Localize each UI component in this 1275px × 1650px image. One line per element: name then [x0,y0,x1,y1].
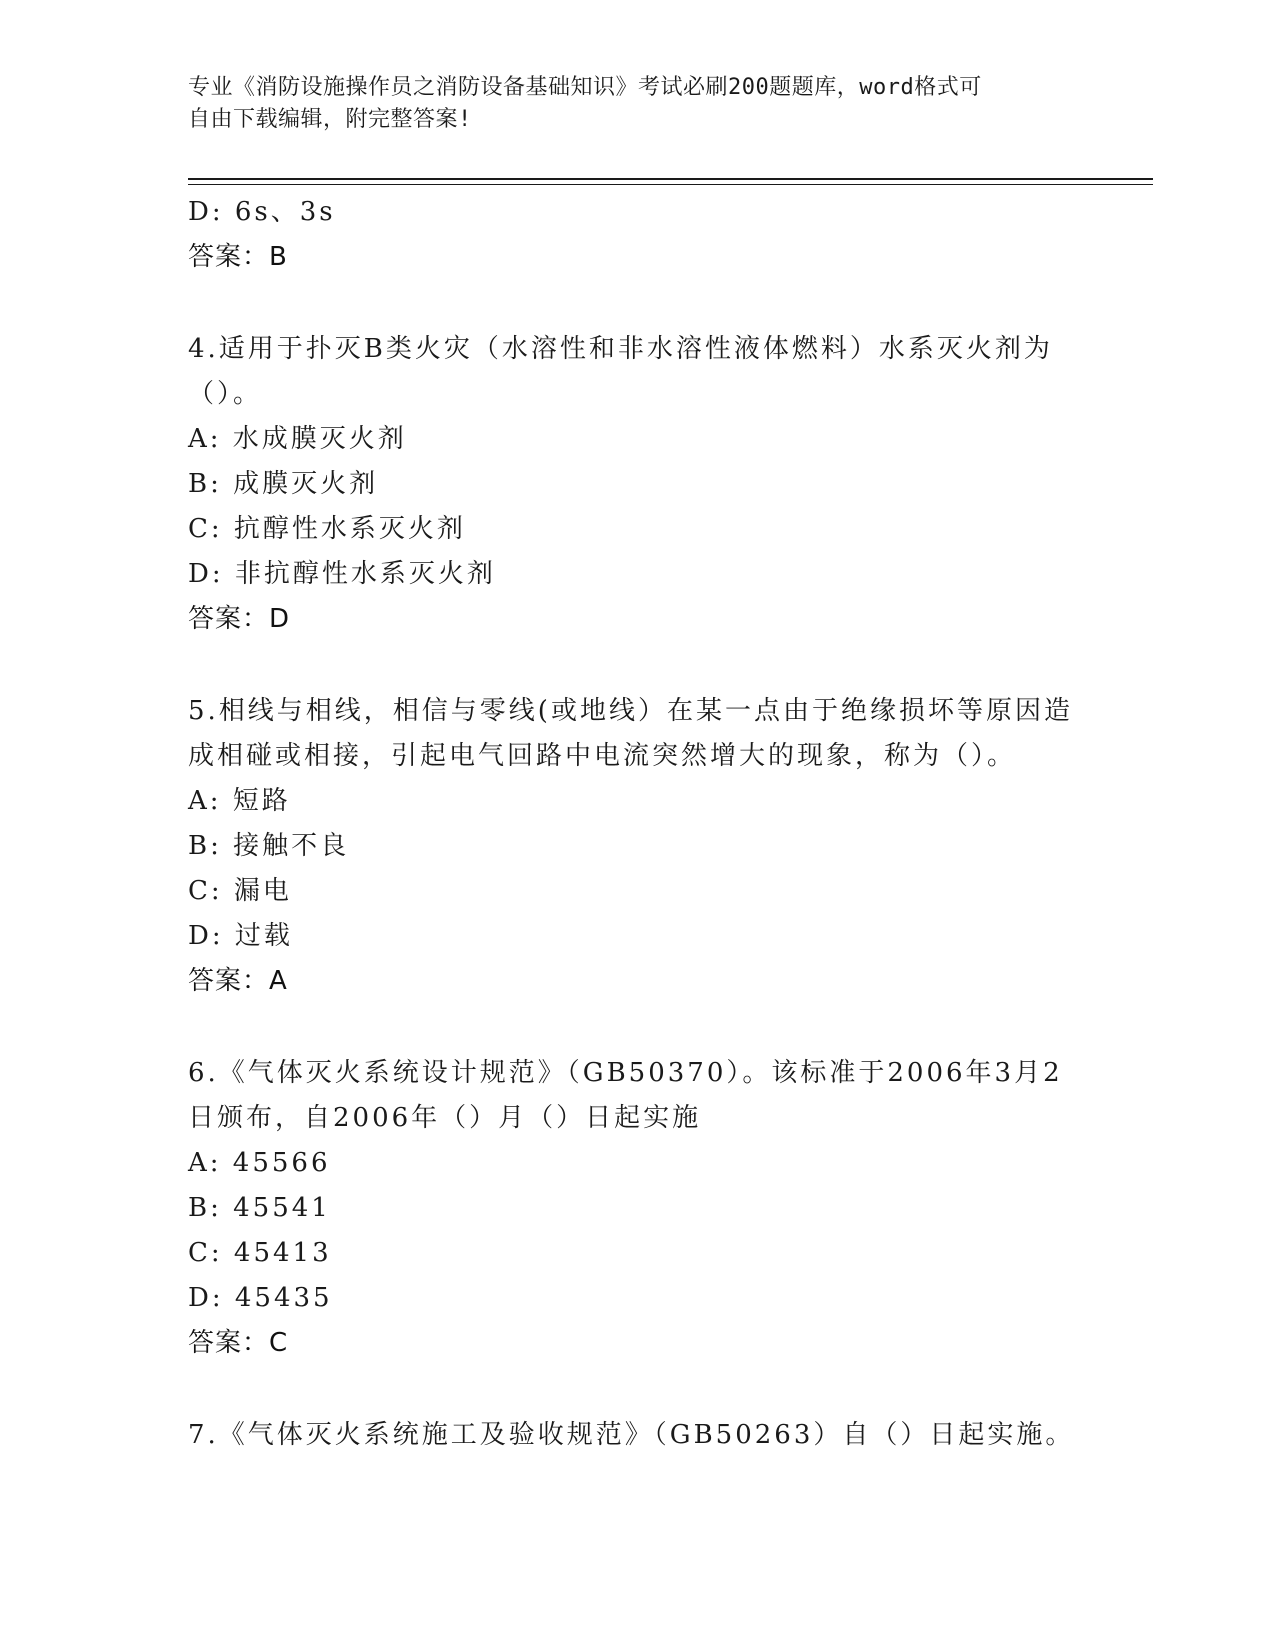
question-4 [188,327,1088,642]
option-b: B: 成膜灭火剂 [188,469,379,499]
answer-line: 答案：B [188,242,288,272]
answer-line: 答案：C [188,1328,289,1358]
answer-line: 答案：D [188,604,291,634]
option-c: C: 漏电 [188,876,292,906]
option-d: D: 45435 [188,1283,333,1313]
option-d: D: 非抗醇性水系灭火剂 [188,559,496,589]
question-text-cont: 成相碰或相接，引起电气回路中电流突然增大的现象，称为（）。 [188,741,1017,771]
option-a: A: 水成膜灭火剂 [188,424,407,454]
option-a: A: 45566 [188,1148,331,1178]
question-text: 6.《气体灭火系统设计规范》（GB50370）。该标准于2006年3月2 [188,1058,1063,1088]
question-text-cont: （）。 [188,379,263,409]
question-text: 4.适用于扑灭B类火灾（水溶性和非水溶性液体燃料）水系灭火剂为 [188,334,1053,364]
option-a: A: 短路 [188,786,291,816]
header-line-2: 自由下载编辑，附完整答案! [188,107,472,132]
question-list [188,190,1088,1458]
header-divider-thin [188,184,1153,185]
question-text-cont: 日颁布，自2006年（）月（）日起实施 [188,1103,702,1133]
option-d: D: 过载 [188,921,293,951]
answer-line: 答案：A [188,966,288,996]
question-text: 7.《气体灭火系统施工及验收规范》（GB50263）自（）日起实施。 [188,1420,1075,1450]
question-5 [188,689,1088,1004]
question-text: 5.相线与相线，相信与零线(或地线）在某一点由于绝缘损坏等原因造 [188,696,1073,726]
option-d: D: 6s、3s [188,197,336,227]
question-7 [188,1413,1088,1458]
header-divider-thick [188,178,1153,180]
option-b: B: 45541 [188,1193,331,1223]
document-header [188,72,1068,136]
question-6 [188,1051,1088,1366]
option-c: C: 抗醇性水系灭火剂 [188,514,466,544]
header-line-1: 专业《消防设施操作员之消防设备基础知识》考试必刷200题题库，word格式可 [188,75,982,100]
option-b: B: 接触不良 [188,831,350,861]
option-c: C: 45413 [188,1238,332,1268]
previous-question-tail [188,190,1088,280]
